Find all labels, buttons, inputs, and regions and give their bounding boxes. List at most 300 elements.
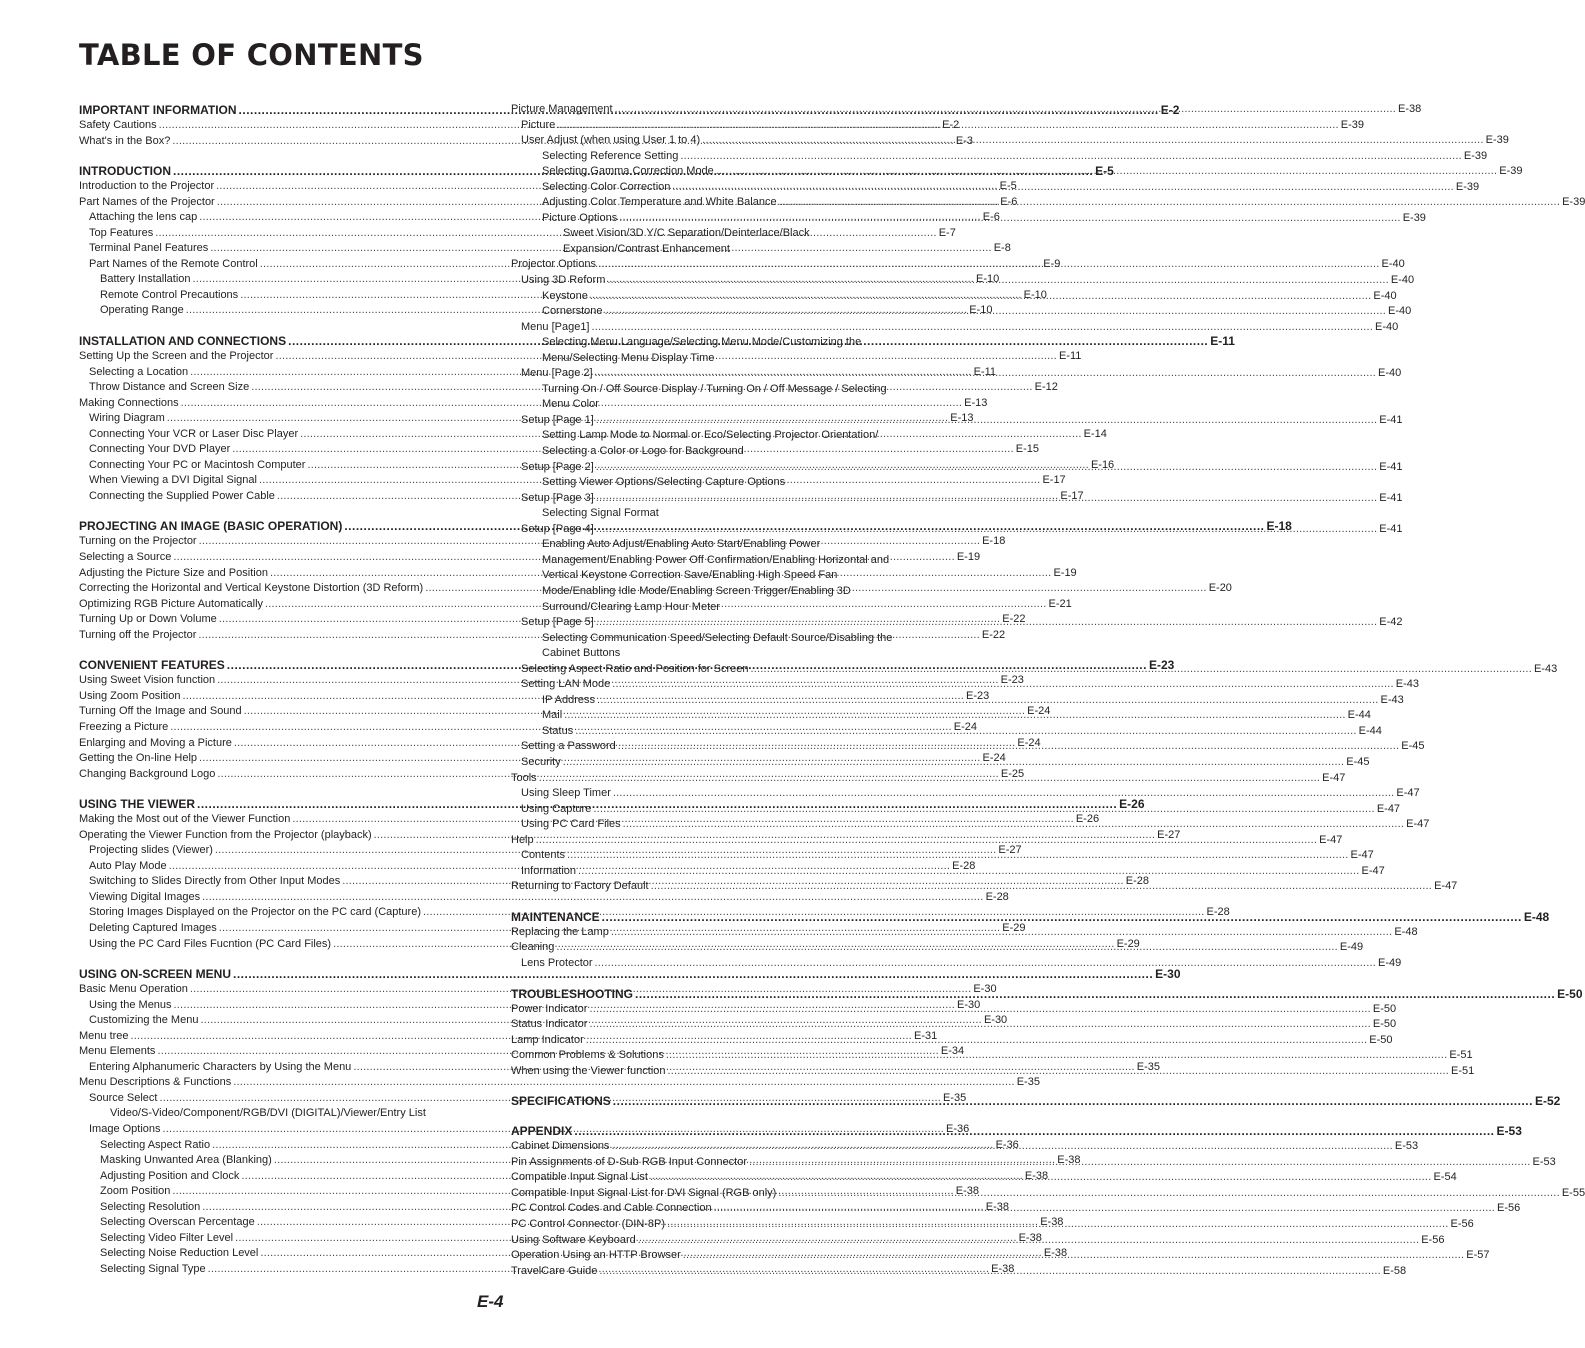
toc-entry-title: Status Indicator	[511, 1018, 588, 1031]
toc-entry-title: Using Sleep Timer	[521, 787, 611, 800]
toc-page-ref: E-35	[942, 1091, 967, 1104]
toc-entry-title: TravelCare Guide	[511, 1264, 598, 1277]
toc-page-ref: E-50	[1369, 1033, 1393, 1046]
toc-entry-title: PC Control Connector (DIN-8P)	[511, 1218, 666, 1230]
dot-leader	[563, 755, 1344, 771]
toc-page-ref: E-35	[1016, 1076, 1040, 1089]
toc-page-ref: E-15	[1015, 443, 1039, 456]
toc-entry-title: Enlarging and Moving a Picture	[79, 736, 232, 749]
toc-entry-title: Image Options	[89, 1122, 161, 1135]
toc-subtopics: Selecting Menu Language/Selecting Menu Mode/Customizing the Menu/Selecting Menu Display Time	[542, 336, 862, 364]
toc-entry-title: Wiring Diagram	[89, 412, 165, 425]
toc-entry-title: Part Names of the Projector	[79, 195, 215, 208]
dot-leader	[702, 133, 1483, 149]
dot-leader	[567, 848, 1348, 864]
toc-entry-title: Freezing a Picture	[79, 720, 169, 733]
toc-entry-title: Setup [Page 5]	[521, 616, 594, 629]
dot-leader	[666, 1048, 1447, 1064]
toc-page-ref: E-8	[993, 242, 1011, 255]
toc-entry-title: IMPORTANT INFORMATION	[79, 103, 237, 117]
toc-entry-menu-page1[interactable]	[511, 320, 1399, 336]
toc-page-ref: E-13	[950, 412, 974, 425]
toc-entry-title: Compatible Input Signal List	[511, 1171, 648, 1184]
toc-page-ref: E-45	[1346, 755, 1370, 768]
toc-entry-title: Setup [Page 3]	[521, 491, 594, 504]
toc-entry-title: Adjusting Position and Clock	[100, 1169, 240, 1182]
toc-entry-title: Part Names of the Remote Control	[89, 257, 258, 270]
toc-page-ref: E-48	[1523, 909, 1550, 924]
toc-entry-title: Help	[511, 833, 534, 846]
toc-entry-title: Masking Unwanted Area (Blanking)	[100, 1154, 272, 1167]
dot-leader	[750, 662, 1531, 678]
toc-page-ref: E-39	[1463, 149, 1488, 162]
dot-leader	[607, 273, 1388, 289]
toc-entry-title: Lens Protector	[521, 956, 593, 969]
dot-leader	[668, 1064, 1449, 1080]
toc-entry-title: Picture Options	[542, 211, 618, 224]
toc-entry-title: Setup [Page 2]	[521, 460, 594, 473]
toc-entry-title: Menu [Page1]	[521, 320, 590, 333]
toc-entry-title: SPECIFICATIONS	[511, 1094, 611, 1109]
toc-page-ref: E-27	[1157, 828, 1181, 841]
toc-page-ref: E-39	[1455, 180, 1480, 193]
toc-page-ref: E-48	[1394, 925, 1418, 938]
toc-entry-throw-distance-and-screen-size[interactable]	[79, 380, 1058, 396]
toc-page-ref: E-40	[1390, 274, 1415, 287]
toc-entry-title: Storing Images Displayed on the Projector on the PC card (Capture)	[89, 906, 421, 919]
toc-entry-title: Introduction to the Projector	[79, 180, 215, 193]
toc-page-ref: E-26	[1075, 813, 1100, 826]
toc-page-ref: E-29	[1002, 921, 1026, 934]
toc-page-ref: E-38	[1018, 1231, 1042, 1244]
toc-entry-title: Selecting Color Correction	[542, 180, 671, 193]
toc-entry-title: Top Features	[89, 226, 154, 239]
toc-page-ref: E-38	[1040, 1216, 1064, 1229]
toc-page-ref: E-10	[969, 304, 993, 317]
toc-entry-title: What's in the Box?	[79, 134, 171, 147]
dot-leader	[586, 1033, 1367, 1049]
toc-page-ref: E-45	[1401, 740, 1425, 753]
toc-page-ref: E-47	[1361, 864, 1385, 877]
dot-leader	[602, 909, 1522, 925]
toc-entry-title: Using Capture	[521, 802, 592, 815]
toc-page-ref: E-12	[1034, 381, 1058, 394]
toc-entry-title: TROUBLESHOOTING	[511, 986, 633, 1001]
toc-entry-optimizing-rgb-picture-automatically[interactable]	[79, 597, 1072, 613]
toc-entry-title: Correcting the Horizontal and Vertical Keystone Distortion (3D Reform)	[79, 582, 424, 595]
dot-leader	[595, 956, 1376, 972]
toc-entry-selecting-reference-setting[interactable]	[511, 149, 1488, 165]
toc-page-ref: E-41	[1379, 491, 1403, 504]
dot-leader	[778, 1186, 1559, 1202]
toc-entry-user-adjust-when-using-user-1-to-4[interactable]	[511, 133, 1509, 149]
toc-page-ref: E-30	[983, 1014, 1008, 1027]
toc-page-ref: E-38	[991, 1262, 1015, 1275]
toc-entry-selecting-a-source[interactable]	[79, 550, 981, 566]
toc-page-ref: E-43	[1533, 662, 1558, 675]
toc-page-ref: E-22	[981, 628, 1006, 641]
toc-page-ref: E-5	[999, 180, 1017, 193]
toc-page-ref: E-10	[975, 273, 1000, 286]
toc-page-ref: E-23	[1000, 674, 1024, 687]
toc-entry-title: Cabinet Dimensions	[511, 1140, 610, 1153]
toc-subtopics: Enabling Auto Adjust/Enabling Auto Start/Enabling Power Management/Enabling Power Off Confirmation/Enabling Horizontal and Vertical Keystone Correction Save/Enabling High Speed Fan Mode/Enabling Idle Mode/Enabling Screen Trigger/Enabling 3D Surround/Clearing Lamp Hour Meter	[542, 538, 890, 613]
toc-page-ref: E-23	[1148, 658, 1175, 673]
toc-page-ref: E-6	[982, 211, 1000, 224]
toc-entry-title: Selecting Resolution	[100, 1200, 201, 1213]
toc-page-ref: E-38	[1024, 1169, 1049, 1182]
toc-page-ref: E-13	[964, 396, 988, 409]
toc-page-ref: E-28	[1206, 906, 1230, 919]
toc-page-ref: E-9	[1043, 257, 1061, 270]
toc-entry-title: Cornerstone	[542, 305, 603, 318]
toc-entry-title: CONVENIENT FEATURES	[79, 658, 225, 673]
dot-leader	[536, 833, 1317, 849]
toc-entry-title: Setting Up the Screen and the Projector	[79, 350, 274, 363]
toc-page-ref: E-40	[1373, 289, 1397, 302]
dot-leader	[556, 940, 1337, 956]
dot-leader	[596, 460, 1377, 476]
dot-leader	[564, 708, 1345, 724]
toc-entry-title: Selecting Signal Type	[100, 1262, 206, 1275]
toc-page-ref: E-54	[1433, 1171, 1457, 1184]
toc-entry-title: INSTALLATION AND CONNECTIONS	[79, 334, 287, 349]
toc-page-ref: E-28	[1125, 875, 1149, 888]
toc-entry-title: Menu Descriptions & Functions	[79, 1076, 232, 1089]
toc-entry-title: Status	[542, 724, 574, 737]
toc-page-ref: E-38	[1043, 1247, 1068, 1260]
toc-entry-title: Selecting a Location	[89, 365, 189, 378]
toc-page-ref: E-41	[1379, 522, 1403, 535]
toc-entry-title: Common Problems & Solutions	[511, 1049, 664, 1062]
toc-page-ref: E-49	[1378, 956, 1402, 969]
toc-page-ref: E-40	[1378, 367, 1402, 380]
toc-entry-title: Selecting Aspect Ratio	[100, 1138, 211, 1151]
toc-page-ref: E-40	[1374, 320, 1399, 333]
toc-page-ref: E-56	[1450, 1218, 1474, 1230]
toc-page-ref: E-25	[1000, 767, 1025, 780]
toc-entry-title: PC Control Codes and Cable Connection	[511, 1202, 712, 1215]
toc-page-ref: E-39	[1402, 211, 1426, 224]
toc-entry-lens-protector[interactable]	[511, 956, 1402, 972]
toc-entry-title: Information	[521, 864, 577, 877]
toc-page-ref: E-11	[1210, 334, 1235, 349]
toc-page-ref: E-43	[1395, 678, 1420, 691]
toc-page-ref: E-23	[965, 689, 990, 702]
toc-page-ref: E-41	[1379, 413, 1403, 426]
toc-entry-title: PROJECTING AN IMAGE (BASIC OPERATION)	[79, 519, 343, 534]
toc-entry-title: USING THE VIEWER	[79, 797, 196, 812]
toc-entry-title: Turning off the Projector	[79, 628, 197, 641]
dot-leader	[574, 1123, 1494, 1139]
toc-page-ref: E-50	[1372, 1002, 1397, 1015]
toc-page-ref: E-5	[1095, 164, 1114, 179]
dot-leader	[611, 925, 1392, 941]
toc-entry-title: Using Zoom Position	[79, 689, 181, 702]
dot-leader	[589, 1017, 1370, 1033]
toc-entry-title: Pin Assignments of D-Sub RGB Input Connector	[511, 1155, 748, 1168]
toc-page-ref: E-47	[1396, 787, 1420, 800]
toc-entry-title: Using 3D Reform	[521, 274, 606, 287]
toc-entry-title: Changing Background Logo	[79, 767, 216, 780]
toc-entry-title: IP Address	[542, 693, 595, 706]
toc-page-ref: E-28	[985, 890, 1009, 903]
toc-entry-title: Selecting a Source	[79, 551, 172, 564]
toc-page-ref: E-50	[1557, 986, 1583, 1001]
toc-page-ref: E-43	[1380, 693, 1404, 706]
toc-page-ref: E-36	[995, 1138, 1019, 1151]
dot-leader	[618, 739, 1399, 755]
toc-page-ref: E-44	[1347, 709, 1371, 722]
toc-entry-title: Setup [Page 4]	[521, 522, 594, 535]
toc-entry-title: Connecting Your PC or Macintosh Computer	[89, 458, 306, 471]
toc-page-ref: E-30	[973, 983, 997, 996]
toc-page-ref: E-14	[1083, 427, 1107, 440]
dot-leader	[611, 1139, 1392, 1155]
toc-entry-title: Setting a Password	[521, 740, 616, 753]
dot-leader	[623, 817, 1404, 833]
toc-entry-title: Viewing Digital Images	[89, 890, 201, 903]
dot-leader	[596, 615, 1377, 631]
dot-leader	[680, 149, 1461, 165]
toc-page-ref: E-27	[998, 844, 1022, 857]
toc-page-ref: E-24	[982, 752, 1006, 765]
toc-page-ref: E-47	[1434, 880, 1458, 893]
toc-page-ref: E-38	[1057, 1154, 1081, 1167]
dot-leader	[619, 211, 1400, 227]
dot-leader	[596, 522, 1377, 538]
toc-page-ref: E-17	[1060, 489, 1084, 502]
toc-page-ref: E-21	[1048, 597, 1072, 610]
dot-leader	[650, 1170, 1431, 1186]
toc-page-ref: E-52	[1534, 1094, 1561, 1109]
toc-entry-title: Security	[521, 755, 561, 768]
toc-entry-title: MAINTENANCE	[511, 909, 600, 924]
dot-leader	[716, 164, 1497, 180]
toc-entry-title: Throw Distance and Screen Size	[89, 381, 250, 394]
toc-page-ref: E-47	[1322, 771, 1346, 784]
toc-page-ref: E-38	[955, 1185, 980, 1198]
toc-page-ref: E-29	[1116, 937, 1140, 950]
toc-page-ref: E-42	[1379, 616, 1403, 629]
toc-entry-adjusting-the-picture-size-and-position[interactable]	[79, 566, 1077, 582]
dot-leader	[578, 864, 1359, 880]
toc-page-ref: E-51	[1450, 1064, 1475, 1077]
toc-entry-using-sleep-timer[interactable]	[511, 786, 1420, 802]
toc-page-ref: E-17	[1042, 474, 1066, 487]
toc-page-ref: E-56	[1421, 1233, 1445, 1246]
toc-page-ref: E-22	[1002, 613, 1026, 626]
toc-page-ref: E-24	[1027, 705, 1051, 718]
toc-entry-title: Contents	[521, 849, 566, 862]
toc-entry-title: Operating the Viewer Function from the Projector (playback)	[79, 828, 372, 841]
toc-page-ref: E-18	[1266, 519, 1292, 534]
toc-entry-title: Setting LAN Mode	[521, 678, 611, 691]
toc-page-ref: E-41	[1379, 460, 1403, 473]
toc-page-ref: E-24	[1017, 736, 1041, 749]
toc-page-ref: E-47	[1350, 849, 1374, 862]
toc-entry-title: Turning Off the Image and Sound	[79, 705, 242, 718]
toc-entry-title: Using PC Card Files	[521, 818, 621, 831]
dot-leader	[596, 491, 1377, 507]
toc-page-ref: E-56	[1497, 1202, 1521, 1215]
dot-leader	[539, 771, 1320, 787]
dot-leader	[595, 366, 1376, 382]
toc-page-ref: E-40	[1381, 258, 1405, 271]
toc-page-ref: E-19	[956, 551, 981, 564]
dot-leader	[779, 195, 1560, 211]
toc-page-ref: E-35	[1136, 1060, 1161, 1073]
toc-page-ref: E-55	[1561, 1186, 1585, 1199]
toc-entry-connecting-your-vcr-or-laser-disc-player[interactable]	[79, 427, 1107, 443]
toc-subtopics: Turning On / Off Source Display / Turning On / Off Message / Selecting Menu Color	[542, 382, 887, 411]
toc-entry-title: INTRODUCTION	[79, 164, 171, 179]
toc-entry-title: Keystone	[542, 289, 588, 302]
toc-entry-correcting-the-horizontal-and-vertical-k[interactable]	[79, 581, 1232, 597]
toc-entry-menu-descriptions-functions[interactable]	[79, 1075, 1040, 1091]
toc-entry-title: Operation Using an HTTP Browser	[511, 1249, 681, 1262]
toc-entry-title: Menu Elements	[79, 1045, 156, 1058]
toc-entry-title: Safety Cautions	[79, 119, 157, 131]
dot-leader	[613, 1093, 1533, 1109]
toc-entry-title: APPENDIX	[511, 1124, 573, 1139]
toc-page-ref: E-10	[1023, 288, 1047, 301]
toc-entry-title: Tools	[511, 771, 537, 784]
toc-entry-title: Setup [Page 1]	[521, 413, 594, 426]
dot-leader	[667, 1217, 1448, 1233]
toc-entry-title: Deleting Captured Images	[89, 921, 217, 934]
toc-page-ref: E-20	[1208, 582, 1232, 595]
toc-entry-title: Picture Management	[511, 103, 613, 115]
toc-entry-title: Remote Control Precautions	[100, 288, 239, 301]
dot-leader	[593, 802, 1374, 818]
dot-leader	[638, 1233, 1419, 1249]
toc-page-ref: E-30	[957, 998, 981, 1011]
toc-entry-title: Operating Range	[100, 304, 184, 317]
toc-entry-title: Projecting slides (Viewer)	[89, 844, 213, 857]
dot-leader	[599, 1264, 1380, 1280]
toc-page-ref: E-47	[1319, 833, 1343, 846]
toc-entry-title: Selecting Overscan Percentage	[100, 1216, 255, 1229]
dot-leader	[592, 320, 1373, 336]
page-number: E-4	[477, 1292, 504, 1311]
dot-leader	[596, 413, 1377, 429]
toc-entry-title: Picture	[521, 118, 556, 131]
toc-page-ref: E-34	[940, 1045, 965, 1058]
toc-page-ref: E-49	[1339, 941, 1364, 954]
toc-entry-title: Using Sweet Vision function	[79, 674, 216, 687]
toc-page-ref: E-39	[1562, 196, 1585, 209]
toc-entry-title: Menu [Page 2]	[521, 367, 593, 380]
dot-leader	[714, 1201, 1495, 1217]
toc-page-ref: E-50	[1372, 1018, 1397, 1031]
toc-entry-title: Compatible Input Signal List for DVI Signal (RGB only)	[511, 1186, 777, 1199]
toc-entry-title: When using the Viewer function	[511, 1064, 666, 1077]
toc-entry-title: Selecting Video Filter Level	[100, 1231, 234, 1244]
toc-entry-title: Selecting Gamma Correction Mode	[542, 165, 714, 178]
toc-entry-title: Using the Menus	[89, 998, 172, 1011]
toc-entry-turning-off-the-projector[interactable]	[79, 628, 1006, 644]
dot-leader	[590, 289, 1371, 305]
toc-page-ref: E-31	[914, 1029, 938, 1042]
toc-entry-title: Connecting Your VCR or Laser Disc Player	[89, 427, 299, 440]
dot-leader	[605, 304, 1386, 320]
toc-page-ref: E-2	[1160, 103, 1180, 117]
toc-page-ref: E-36	[946, 1122, 970, 1135]
toc-page-ref: E-47	[1376, 802, 1401, 815]
toc-entry-title: Basic Menu Operation	[79, 983, 188, 996]
toc-page-ref: E-26	[1119, 797, 1145, 812]
toc-entry-title: Selecting Aspect Ratio and Position for Screen	[521, 662, 749, 675]
toc-entry-title: User Adjust (when using User 1 to 4)	[521, 134, 701, 147]
toc-entry-title: Selecting Reference Setting	[542, 149, 679, 162]
toc-page-ref: E-47	[1406, 818, 1430, 831]
dot-leader	[589, 1002, 1370, 1018]
toc-page-ref: E-58	[1382, 1264, 1407, 1277]
toc-entry-title: Turning on the Projector	[79, 535, 197, 548]
toc-page-ref: E-7	[938, 226, 956, 239]
dot-leader	[557, 118, 1338, 134]
toc-entry-title: Connecting Your DVD Player	[89, 443, 231, 456]
toc-page-ref: E-28	[952, 859, 976, 872]
toc-entry-title: Cleaning	[511, 941, 555, 954]
dot-leader	[651, 879, 1432, 895]
toc-page-ref: E-3	[955, 134, 973, 147]
toc-entry-title: Menu tree	[79, 1029, 129, 1042]
toc-section-using-on-screen-menu[interactable]	[79, 966, 1181, 982]
toc-page-ref: E-53	[1496, 1124, 1522, 1139]
toc-entry-title: Using the PC Card Files Fucntion (PC Card Files)	[89, 937, 332, 950]
toc-page-ref: E-44	[1358, 724, 1382, 737]
toc-entry-title: Power Indicator	[511, 1002, 588, 1015]
toc-entry-title: Customizing the Menu	[89, 1014, 199, 1027]
toc-page-ref: E-57	[1466, 1249, 1490, 1262]
toc-entry-title: Selecting Noise Reduction Level	[100, 1247, 259, 1260]
toc-page-ref: E-39	[1485, 134, 1509, 147]
toc-entry-title: Mail	[542, 709, 563, 722]
toc-page-ref: E-30	[1155, 967, 1181, 982]
toc-page-ref: E-40	[1388, 305, 1412, 318]
toc-page-ref: E-38	[1397, 103, 1422, 115]
toc-entry-title: Attaching the lens cap	[89, 211, 198, 224]
toc-entry-title: Optimizing RGB Picture Automatically	[79, 597, 264, 610]
dot-leader	[749, 1155, 1530, 1171]
toc-entry-title: Terminal Panel Features	[89, 242, 209, 255]
dot-leader	[598, 257, 1379, 273]
toc-subtopics: Selecting Communication Speed/Selecting Default Source/Disabling the Cabinet Buttons	[542, 631, 893, 660]
toc-entry-title: Entering Alphanumeric Characters by Using the Menu	[89, 1060, 352, 1073]
toc-page-ref: E-19	[1053, 566, 1077, 579]
page-title: TABLE OF CONTENTS	[79, 38, 424, 72]
toc-entry-title: Using Software Keyboard	[511, 1233, 636, 1246]
toc-entry-title: Projector Options	[511, 258, 596, 271]
toc-page-ref: E-53	[1532, 1155, 1556, 1168]
toc-entry-title: Adjusting Color Temperature and White Balance	[542, 196, 777, 209]
toc-entry-turning-on-the-projector[interactable]	[79, 534, 1006, 550]
dot-leader	[613, 786, 1394, 802]
toc-entry-title: Auto Play Mode	[89, 859, 167, 872]
toc-entry-title: Getting the On-line Help	[79, 752, 198, 765]
toc-page-ref: E-11	[973, 365, 996, 378]
toc-entry-title: Battery Installation	[100, 273, 191, 286]
toc-entry-title: Lamp Indicator	[511, 1033, 584, 1046]
toc-subtopics: Sweet Vision/3D Y/C Separation/Deinterlace/Black Expansion/Contrast Enhancement	[563, 227, 810, 255]
toc-page-ref: E-2	[942, 119, 960, 131]
toc-page-ref: E-51	[1449, 1049, 1473, 1062]
toc-entry-title: Making Connections	[79, 396, 179, 409]
toc-section-installation-and-connections[interactable]	[79, 333, 1235, 349]
toc-entry-viewing-digital-images[interactable]	[79, 890, 1009, 906]
